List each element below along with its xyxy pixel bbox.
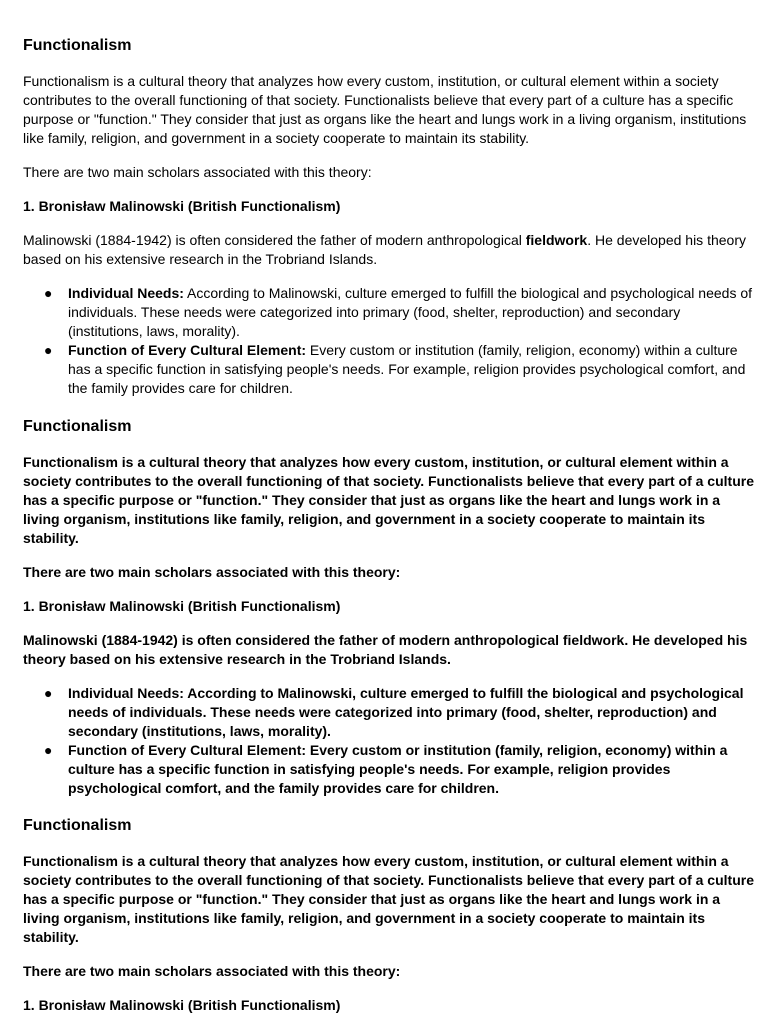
intro-paragraph: Functionalism is a cultural theory that analyzes how every custom, institution, or cultural element within a society contributes to the overall functioning of that society. Functionalists believe that every part of a culture has a specific purpose or "function." They consider that just as organs like the heart and lungs work in a living organism, institutions like family, religion, and government in a society cooperate to maintain its stability.: [23, 853, 754, 945]
fieldwork-bold: fieldwork: [525, 232, 588, 248]
intro-paragraph: Functionalism is a cultural theory that analyzes how every custom, institution, or cultural element within a society contributes to the overall functioning of that society. Functionalists believe that every part of a culture has a specific purpose or "function." They consider that just as organs like the heart and lungs work in a living organism, institutions like family, religion, and government in a society cooperate to maintain its stability.: [23, 73, 747, 146]
section-heading: Functionalism: [23, 418, 132, 435]
malinowski-text-pre: Malinowski (1884-1942) is often considered the father of modern anthropological: [23, 232, 526, 248]
intro-paragraph: Functionalism is a cultural theory that analyzes how every custom, institution, or cultural element within a society contributes to the overall functioning of that society. Functionalists believe that every part of a culture has a specific purpose or "function." They consider that just as organs like the heart and lungs work in a living organism, institutions like family, religion, and government in a society cooperate to maintain its stability.: [23, 454, 754, 546]
malinowski-paragraph: [23, 231, 756, 269]
list-item-label: Individual Needs:: [68, 285, 184, 301]
bullet-icon: ●: [44, 342, 53, 358]
list-item: [44, 684, 756, 741]
list-item: [44, 341, 756, 398]
section-heading: Functionalism: [23, 37, 132, 54]
list-item: [44, 284, 756, 341]
malinowski-paragraph: Malinowski (1884-1942) is often considered the father of modern anthropological fieldwork. He developed his theory based on his extensive research in the Trobriand Islands.: [23, 632, 748, 667]
list-item-text: Function of Every Cultural Element: Every custom or institution (family, religion, economy) within a culture has a specific function in satisfying people's needs. For example, religion provides psychological comfort, and the family provides care for children.: [68, 742, 728, 796]
scholars-line: There are two main scholars associated with this theory:: [23, 564, 401, 580]
malinowski-text-post: . He developed his theory based on his extensive research in the Trobriand Islands.: [23, 232, 746, 267]
section-heading: Functionalism: [23, 817, 132, 834]
scholar-subheading: 1. Bronisław Malinowski (British Functionalism): [23, 997, 341, 1013]
section-1: [23, 0, 756, 398]
bullet-icon: ●: [44, 285, 53, 301]
scholar-subheading: 1. Bronisław Malinowski (British Functionalism): [23, 598, 341, 614]
section-3: [23, 812, 756, 1015]
bullet-icon: ●: [44, 742, 53, 758]
list-item-text: Individual Needs: According to Malinowski, culture emerged to fulfill the biological and psychological needs of individuals. These needs were categorized into primary (food, shelter, reproduction) and secondary (institutions, laws, morality).: [68, 685, 744, 739]
list-item-label: Function of Every Cultural Element:: [68, 342, 307, 358]
section-2: [23, 412, 756, 798]
scholars-line: There are two main scholars associated with this theory:: [23, 164, 372, 180]
scholar-subheading: 1. Bronisław Malinowski (British Functionalism): [23, 198, 341, 214]
list-item-text: According to Malinowski, culture emerged to fulfill the biological and psychological needs of individuals. These needs were categorized into primary (food, shelter, reproduction) and secondary (institutions, laws, morality).: [68, 285, 753, 339]
scholars-line: There are two main scholars associated with this theory:: [23, 963, 401, 979]
list-item: [44, 741, 756, 798]
list-item-text: Every custom or institution (family, religion, economy) within a culture has a specific function in satisfying people's needs. For example, religion provides psychological comfort, and the family provides care for children.: [68, 342, 746, 396]
needs-list: [23, 284, 756, 398]
bullet-icon: ●: [44, 685, 53, 701]
needs-list: [23, 684, 756, 798]
